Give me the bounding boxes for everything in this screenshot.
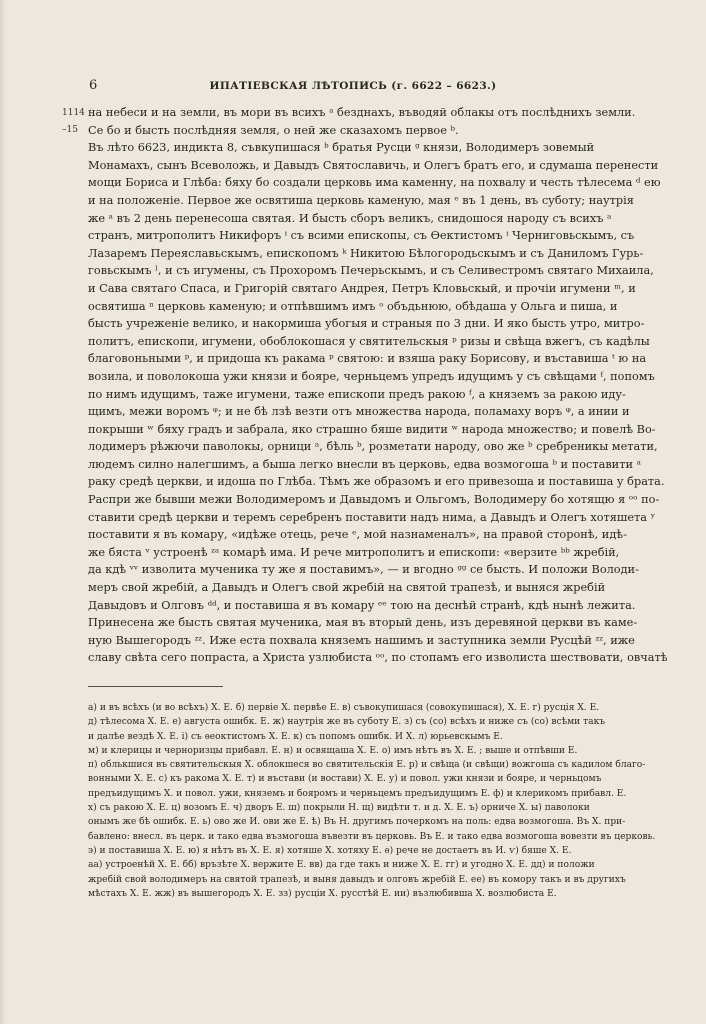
footnote-line: жребій свой володимеръ на святой трапезѣ, и выня давыдъ и олговъ жребій Е. ее) въ комору такъ и въ другихъ	[88, 874, 626, 885]
text-line: ставити средѣ церкви и теремъ серебренъ поставити надъ нима, а Давыдъ и Олегъ хотяшета ʸ	[88, 510, 656, 524]
text-line: Монамахъ, сынъ Всеволожь, и Давыдъ Святославичь, и Олегъ братъ его, и сдумаша перенести	[88, 158, 659, 172]
footnote-line: п) облькшися въ святительскыя Х. облокшеся во святительскія Е. р) и свѣща (и свѣщи) вожгоша съ кадилом благо-	[88, 760, 646, 771]
text-line: Въ лѣто 6623, индикта 8, съвкупишася ᵇ братья Русци ᵍ князи, Володимеръ зовемый	[88, 141, 595, 155]
footnote-line: онымъ же бѣ ошибк. Е. ь) ово же И. ови же Е. ѣ) Въ Н. другимъ почеркомъ на поль: едва возмогоша. Въ Х. при-	[88, 817, 626, 828]
text-line: странъ, митрополитъ Никифоръ ⁱ съ всими епископы, съ Ѳектистомъ ⁱ Черниговьскымъ, съ	[88, 229, 635, 243]
text-line: Лазаремъ Переяславьскымъ, епископомъ ᵏ Никитою Бѣлогородьскымъ и съ Даниломъ Гурь-	[88, 246, 644, 260]
footnote-divider	[88, 686, 223, 687]
footnotes	[88, 701, 700, 901]
footnote-line: х) съ ракою Х. Е. ц) возомъ Е. ч) дворъ Е. ш) покрыли Н. щ) видѣти т. и д. Х. Е. ъ) орниче Х. ы) паволоки	[88, 803, 590, 814]
text-line: по нимъ идущимъ, таже игумени, таже епископи предъ ракою ᶠ, а княземъ за ракою иду-	[88, 387, 626, 401]
chronicle-text	[88, 104, 700, 667]
text-line: людемъ силно налегшимъ, а быша легко внесли въ церковь, едва возмогоша ᵇ и поставити ᵃ	[88, 457, 641, 471]
text-line: политъ, епископи, игумени, обоблокошася у святительскыя ᵖ ризы и свѣща вжегъ, съ кадѣлы	[88, 334, 650, 348]
footnote-line: бавлено: внесл. въ церк. и тако едва възмогоша въвезти въ церковь. Въ Е. и тако едва возмогоша вовезти въ церковь.	[88, 831, 656, 842]
page-header	[0, 78, 706, 98]
text-line: возила, и поволокоша ужи князи и бояре, черньцемъ упредъ идущимъ у съ свѣщами ᶠ, попомъ	[88, 369, 655, 383]
footnote-line: предъидущимъ Х. и повол. ужи, княземъ и бояромъ и черньцемъ предъидущимъ Е. ф) и клерикомъ прибавл. Е.	[88, 788, 627, 799]
page-edge	[0, 0, 6, 1024]
footnote-line: а) и въ всѣхъ (и во всѣхъ) Х. Е. б) первіе Х. первѣе Е. в) съвокупишася (совокупишася), Х. Е. г) русція Х. Е.	[88, 703, 600, 713]
running-title: ИПАТІЕВСКАЯ ЛѢТОПИСЬ (г. 6622 – 6623.)	[209, 80, 497, 92]
footnote-line: вонными Х. Е. с) къ ракома Х. Е. т) и въстави (и востави) Х. Е. у) и повол. ужи князи и бояре, и черньцомъ	[88, 774, 602, 785]
text-line: и Сава святаго Спаса, и Григорій святаго Андрея, Петръ Кловьскый, и прочіи игумени ᵐ, и	[88, 281, 636, 295]
text-line: да кдѣ ᵛᵛ изволита мученика ту же я поставимъ», — и вгодно ᵍᵍ се бысть. И положи Володи-	[88, 563, 639, 577]
text-line: же ᵃ въ 2 день перенесоша святая. И бысть сборъ великъ, снидошося народу съ всихъ ᵃ	[88, 211, 612, 225]
footnote-line: и далѣе вездѣ Х. Е. і) съ ѳеоктистомъ Х. Е. к) съ попомъ ошибк. И Х. л) юрьевскымъ Е.	[88, 731, 503, 742]
text-line: на небеси и на земли, въ мори въ всихъ ᵃ безднахъ, въводяй облакы отъ послѣднихъ земли.	[88, 106, 636, 119]
text-line: говьскымъ ˡ, и съ игумены, съ Прохоромъ Печерьскымъ, и съ Селивестромъ святаго Михаила,	[88, 264, 654, 278]
footnote-line: э) и поставиша Х. Е. ю) я нѣтъ въ Х. Е. я) хотяше Х. хотяху Е. ѳ) рече не достаетъ въ И. ѵ) бяше Х. Е.	[88, 845, 572, 856]
text-line: Распри же бывши межи Володимеромъ и Давыдомъ и Ольгомъ, Володимеру бо хотящю я ᵒᵒ по-	[88, 493, 660, 507]
text-line: раку средѣ церкви, и идоша по Глѣба. Тѣмъ же образомъ и его привезоша и поставиша у брата.	[88, 475, 665, 489]
page-number: 6	[89, 78, 98, 93]
footnote-line: мѣстахъ Х. Е. жж) въ вышегородъ Х. Е. зз) русціи Х. русстѣй Е. ии) възлюбивша Х. возлюбиста Е.	[88, 888, 557, 899]
text-line: меръ свой жребій, а Давыдъ и Олегъ свой жребій на святой трапезѣ, и выняся жребій	[88, 581, 606, 595]
text-line: освятиша ⁿ церковь каменую; и отпѣвшимъ имъ ᵒ объдьнюю, обѣдаша у Ольга и пиша, и	[88, 299, 618, 313]
footnote-line: аа) устроенѣй Х. Е. бб) връзѣте Х. вержите Е. вв) да где такъ и ниже Х. Е. гг) и угодно Х. Е. дд) и положи	[88, 860, 595, 871]
text-line: же бяста ᵛ устроенѣ ᶻᵃ комарѣ има. И рече митрополитъ и епископи: «верзите ᵇᵇ жребій,	[88, 545, 620, 559]
text-line: лодимеръ рѣжючи паволокы, орници ᵃ, бѣль ᵇ, розметати народу, ово же ᵇ сребреникы метати,	[88, 440, 658, 454]
text-line: славу свѣта сего попраста, а Христа узлюбиста ᵒᵒ, по стопамъ его изволиста шествовати, овчатѣ	[88, 651, 668, 665]
margin-year: 1114	[62, 108, 85, 118]
text-line: и на положеніе. Первое же освятиша церковь каменую, мая ᵉ въ 1 день, въ суботу; наутрія	[88, 193, 634, 207]
text-line: Се бо и бысть послѣдняя земля, о ней же сказахомъ первое ᵇ.	[88, 123, 459, 137]
footnote-line: д) тѣлесома Х. Е. е) августа ошибк. Е. ж) наутрія же въ суботу Е. з) съ (со) всѣхъ и ниже съ (со) всѣми такъ	[88, 717, 606, 728]
text-line: поставити я въ комару, «идѣже отець, рече ᵉ, мой назнаменалъ», на правой сторонѣ, идѣ-	[88, 528, 627, 542]
text-line: Давыдовъ и Олговъ ᵈᵈ, и поставиша я въ комару ᵉᵉ тою на деснѣй странѣ, кдѣ нынѣ лежита.	[88, 598, 636, 612]
margin-year-range: –15	[62, 125, 78, 135]
footnote-line: м) и клерицы и черноризцы прибавл. Е. н) и освящаша Х. Е. о) имъ нѣтъ въ Х. Е. ; выше и отпѣвши Е.	[88, 745, 578, 756]
text-line: Принесена же бысть святая мученика, мая въ вторый день, изъ деревяной церкви въ каме-	[88, 616, 638, 630]
text-line: бысть учреженіе велико, и накормиша убогыя и страныя по 3 дни. И яко бысть утро, митро-	[88, 317, 645, 331]
text-line: мощи Бориса и Глѣба: бяху бо создали церковь има каменну, на похвалу и честь тѣлесема ᵈ ею	[88, 176, 661, 190]
text-line: покрыши ʷ бяху градъ и забрала, яко страшно бяше видити ʷ народа множество; и повелѣ Во-	[88, 422, 656, 436]
text-line: благовоньными ᵖ, и придоша къ ракама ᵖ святою: и взяша раку Борисову, и въставиша ᵗ ю на	[88, 352, 647, 366]
text-line: щимъ, межи воромъ ᵠ; и не бѣ лзѣ везти отъ множества народа, поламаху воръ ᵠ, а инии и	[88, 405, 630, 419]
text-line: ную Вышегородъ ᶻᶻ. Иже еста похвала княземъ нашимъ и заступника земли Русцѣй ᶻᶻ, иже	[88, 633, 635, 647]
